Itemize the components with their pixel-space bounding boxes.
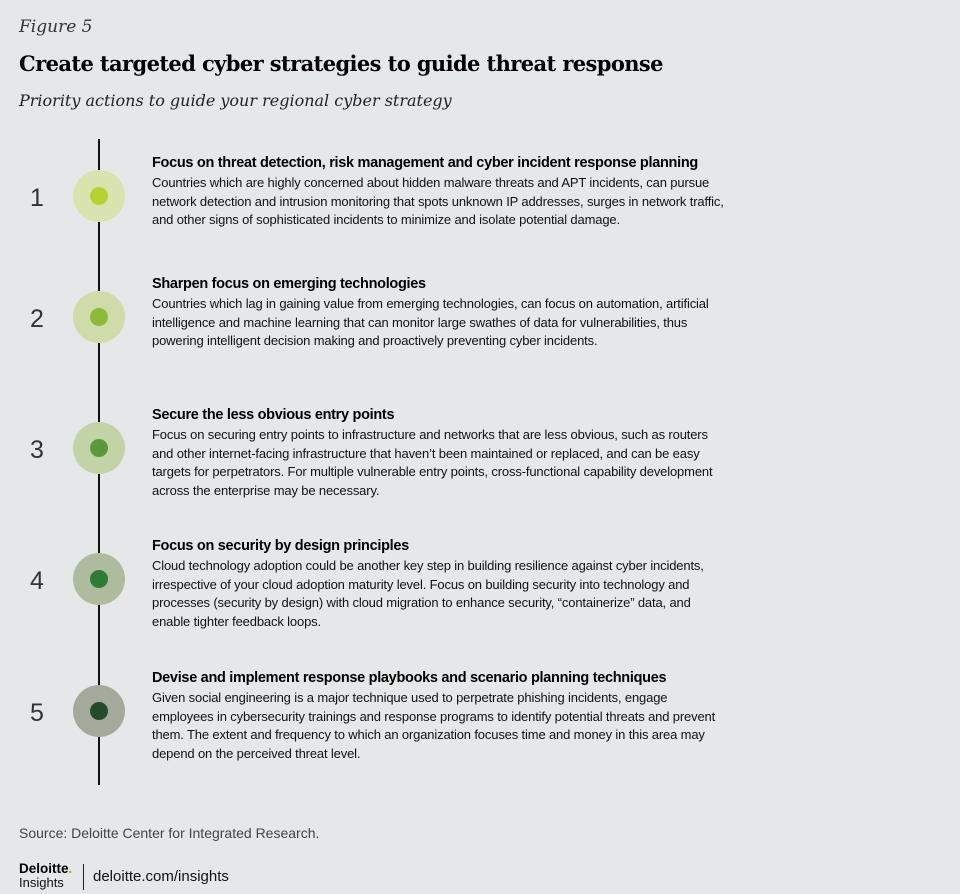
step-title: Devise and implement response playbooks and scenario planning techniques xyxy=(152,670,667,686)
step-description: Focus on securing entry points to infrastructure and networks that are less obvious, such as routers and other internet-facing infrastructure that haven’t been maintained or replaced, and can be easy targets for perpetrators. For multiple vulnerable entry points, cross-functional capability development across the enterprise may be necessary. xyxy=(152,427,713,498)
step-number: 2 xyxy=(30,305,44,333)
step-3 xyxy=(0,407,960,538)
footer-url-link[interactable]: deloitte.com/insights xyxy=(93,868,229,885)
page-subtitle: Priority actions to guide your regional cyber strategy xyxy=(19,91,452,110)
brand-dot: . xyxy=(68,861,73,876)
step-number: 5 xyxy=(30,699,44,727)
step-dot xyxy=(90,570,108,588)
step-description: Given social engineering is a major technique used to perpetrate phishing incidents, engage employees in cybersecurity trainings and response programs to identify potential threats and prevent them. The extent and frequency to which an organization focuses time and money in this area may depend on the perceived threat level. xyxy=(152,690,716,761)
step-2 xyxy=(0,276,960,407)
step-number: 4 xyxy=(30,567,44,595)
brand-sub: Insights xyxy=(19,875,64,890)
step-dot xyxy=(90,439,108,457)
step-number: 3 xyxy=(30,436,44,464)
source-note: Source: Deloitte Center for Integrated Research. xyxy=(19,825,320,841)
deloitte-insights-logo xyxy=(19,862,72,890)
step-number: 1 xyxy=(30,184,44,212)
step-title: Sharpen focus on emerging technologies xyxy=(152,276,426,292)
brand-name: Deloitte xyxy=(19,861,69,876)
step-dot xyxy=(90,308,108,326)
step-description: Countries which are highly concerned about hidden malware threats and APT incidents, can pursue network detection and intrusion monitoring that spots unknown IP addresses, surges in network traffic, and other signs of sophisticated incidents to minimize and isolate potential damage. xyxy=(152,175,724,227)
step-description: Countries which lag in gaining value from emerging technologies, can focus on automation, artificial intelligence and machine learning that can monitor large swathes of data for vulnerabilities, thus powering intelligent decision making and proactively preventing cyber incidents. xyxy=(152,296,709,348)
footer-divider xyxy=(83,864,84,890)
step-title: Focus on security by design principles xyxy=(152,538,409,554)
step-title: Secure the less obvious entry points xyxy=(152,407,395,423)
step-title: Focus on threat detection, risk management and cyber incident response planning xyxy=(152,155,698,171)
step-dot xyxy=(90,187,108,205)
step-4 xyxy=(0,538,960,669)
step-5 xyxy=(0,670,960,801)
step-description: Cloud technology adoption could be another key step in building resilience against cyber incidents, irrespective of your cloud adoption maturity level. Focus on building security into technology and processes (security by design) with cloud migration to enhance security, “containerize” data, and enable tighter feedback loops. xyxy=(152,558,704,629)
step-1 xyxy=(0,155,960,286)
step-dot xyxy=(90,702,108,720)
figure-label: Figure 5 xyxy=(19,17,93,37)
page-title: Create targeted cyber strategies to guide threat response xyxy=(19,51,663,76)
